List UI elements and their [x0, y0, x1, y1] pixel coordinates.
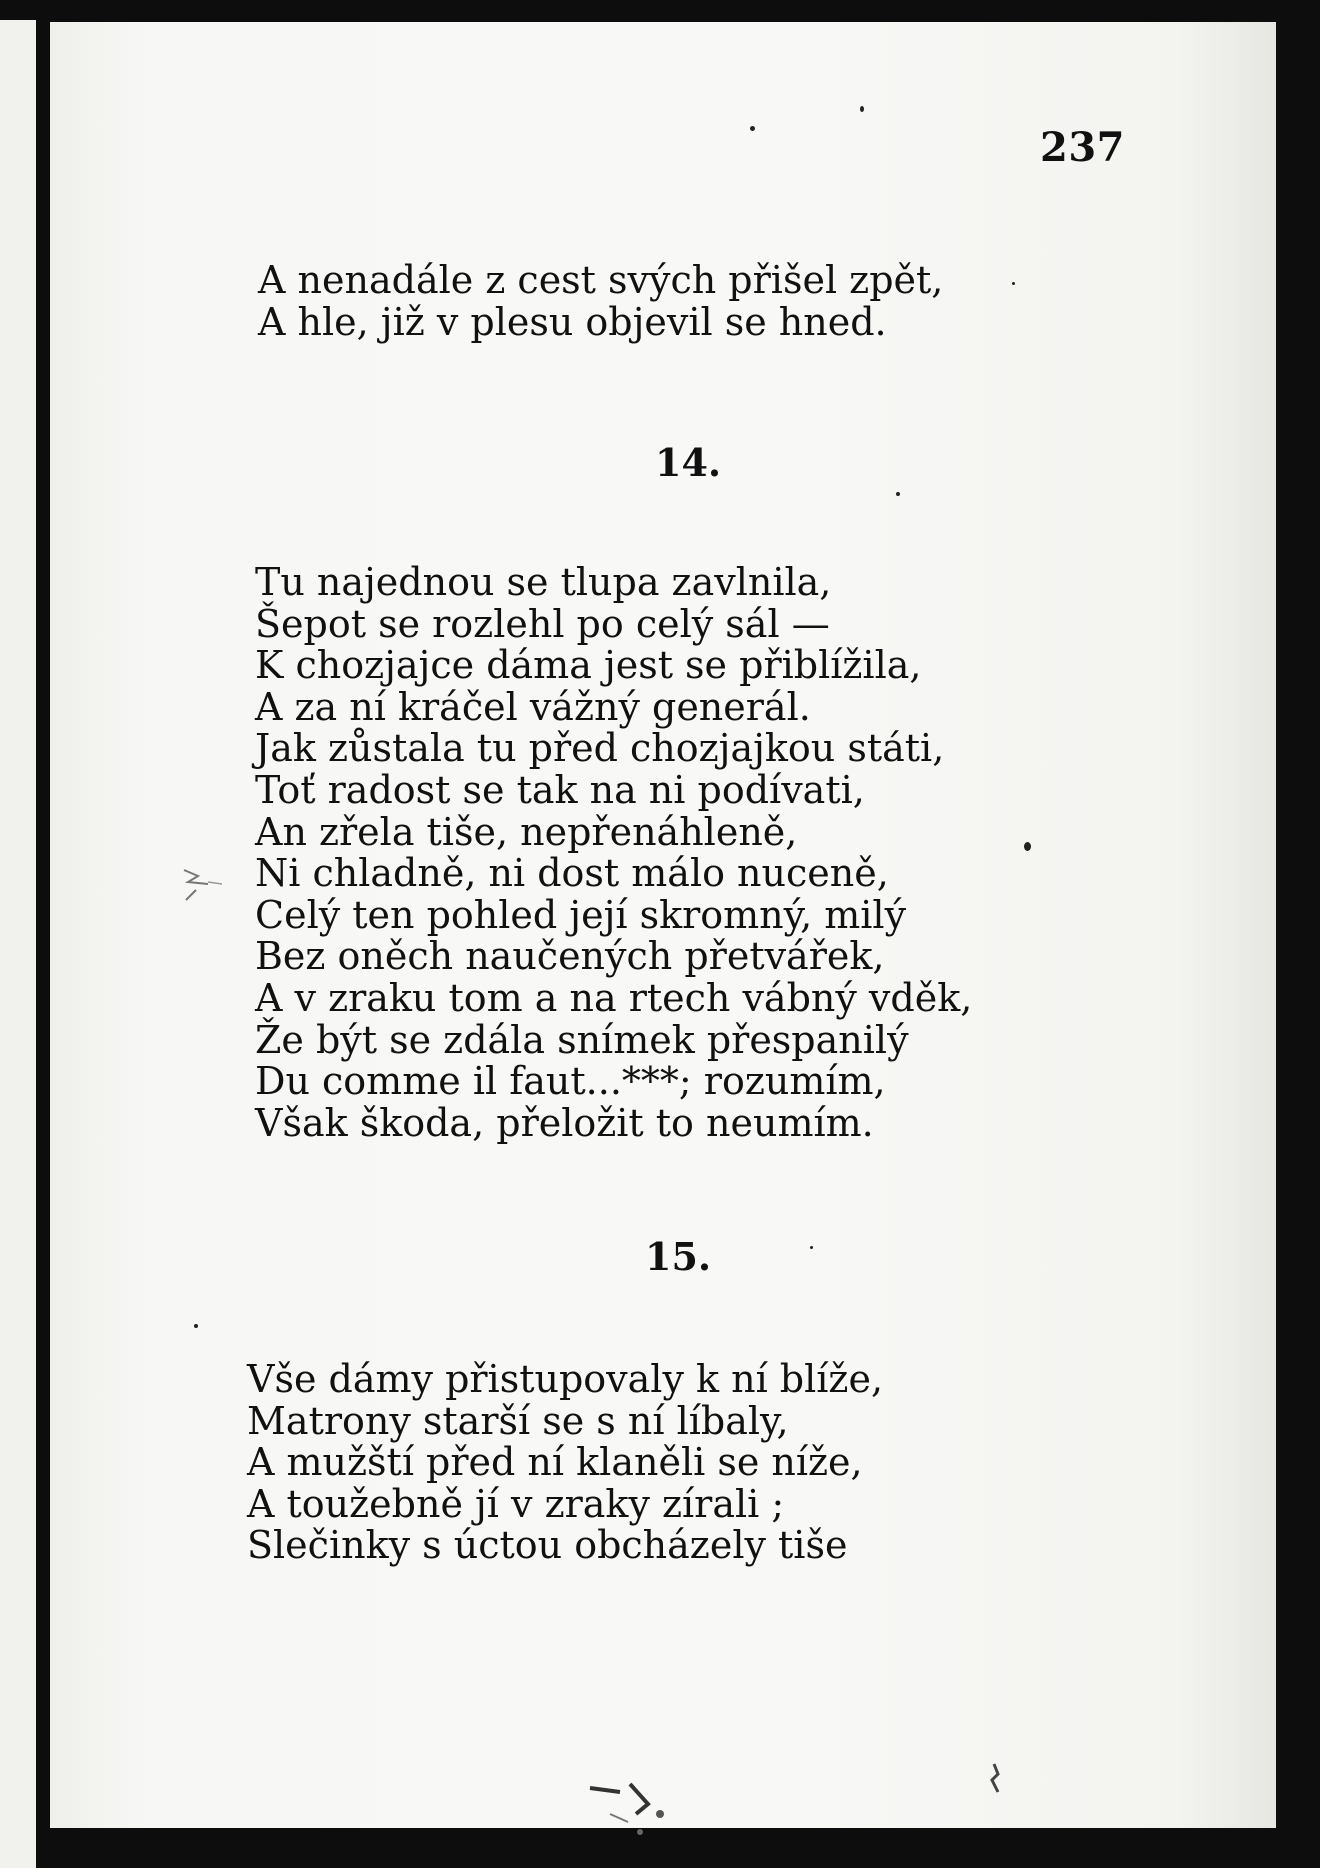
- verse-line: Vše dámy přistupovaly k ní blíže,: [247, 1357, 884, 1401]
- pencil-mark-icon: [178, 862, 226, 902]
- verse-line: A mužští před ní klaněli se níže,: [247, 1440, 863, 1485]
- page-number: 237: [1040, 124, 1125, 171]
- verse-line: Celý ten pohled její skromný, milý: [255, 892, 907, 937]
- verse-line: A toužebně jí v zraky zírali ;: [247, 1481, 785, 1526]
- verse-line: Bez oněch naučených přetvářek,: [255, 934, 885, 979]
- verse-line: Du comme il faut...***; rozumím,: [255, 1059, 886, 1104]
- page-sheet: [50, 22, 1276, 1828]
- ink-speck: [750, 126, 755, 131]
- verse-line: Toť radost se tak na ni podívati,: [255, 767, 865, 812]
- verse-line: Tu najednou se tlupa zavlnila,: [255, 560, 832, 604]
- facing-page-edge: [0, 20, 36, 1868]
- stanza-14: [255, 562, 972, 1144]
- section-number: 14.: [655, 440, 722, 485]
- verse-line: Však škoda, přeložit to neumím.: [255, 1100, 874, 1145]
- verse-line: Slečinky s úctou obcházely tiše: [247, 1523, 848, 1568]
- ink-speck: [1024, 842, 1031, 851]
- verse-line: Že být se zdála snímek přespanilý: [255, 1017, 909, 1062]
- verse-line: Ni chladně, ni dost málo nuceně,: [255, 851, 889, 896]
- ink-speck: [810, 1246, 813, 1249]
- stanza-15: [247, 1359, 883, 1567]
- ink-smudge-icon: [986, 1762, 1006, 1796]
- verse-line: A nenadále z cest svých přišel zpět,: [258, 258, 944, 302]
- verse-line: Matrony starší se s ní líbaly,: [247, 1398, 789, 1443]
- stanza-continuation: [258, 260, 943, 343]
- verse-line: K chozjajce dáma jest se přiblížila,: [255, 643, 922, 688]
- ink-speck: [1012, 282, 1015, 285]
- ink-speck: [896, 492, 900, 496]
- ink-speck: [194, 1324, 198, 1328]
- verse-line: A v zraku tom a na rtech vábný vděk,: [255, 975, 973, 1020]
- verse-line: Jak zůstala tu před chozjajkou státi,: [255, 726, 945, 771]
- verse-line: Šepot se rozlehl po celý sál —: [255, 601, 830, 646]
- verse-line: A hle, již v plesu objevil se hned.: [258, 299, 887, 344]
- ink-speck: [860, 106, 864, 112]
- verse-line: A za ní kráčel vážný generál.: [255, 684, 811, 729]
- verse-line: An zřela tiše, nepřenáhleně,: [255, 809, 798, 854]
- section-number: 15.: [645, 1234, 712, 1279]
- ink-smudge-icon: [570, 1774, 770, 1844]
